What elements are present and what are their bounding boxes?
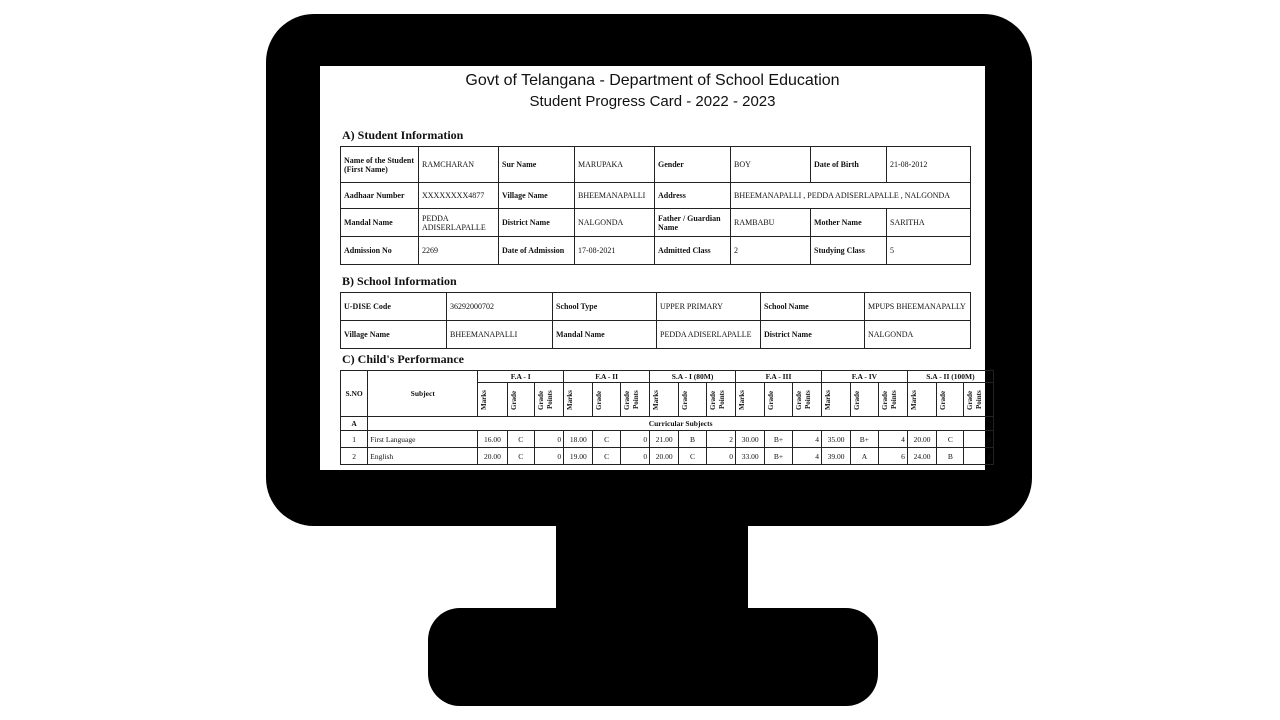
score-cell: 18.00 [564,431,593,448]
exam-header: F.A - IV [821,371,907,383]
label: Address [655,183,731,209]
score-cell: 4 [792,431,821,448]
subcol-header [765,383,792,417]
score-cell: C [507,431,534,448]
label: Village Name [341,321,447,349]
exam-header: F.A - III [736,371,822,383]
label: Admission No [341,237,419,265]
value: 2269 [419,237,499,265]
score-cell: 2 [706,431,735,448]
section-heading-school: B) School Information [342,274,457,288]
exam-header: F.A - I [478,371,564,383]
score-cell: C [679,448,706,465]
value: 21-08-2012 [887,147,971,183]
score-cell: 6 [878,448,907,465]
exam-header: S.A - II (100M) [907,371,993,383]
row-sno: 1 [341,431,368,448]
score-cell: B [679,431,706,448]
school-info-table [340,292,971,349]
label: Mother Name [811,209,887,237]
subject-header: Subject [368,371,478,417]
value: 2 [731,237,811,265]
label: School Type [553,293,657,321]
subcol-header [937,383,964,417]
value: PEDDA ADISERLAPALLE [419,209,499,237]
page-subtitle: Student Progress Card - 2022 - 2023 [529,93,776,110]
value: RAMCHARAN [419,147,499,183]
value: SARITHA [887,209,971,237]
subcol-header-text: Grade [681,389,690,410]
value: 17-08-2021 [575,237,655,265]
subcol-header [821,383,850,417]
page-title: Govt of Telangana - Department of School Education [465,72,840,89]
subcol-header-text: Grade [939,389,948,410]
subcol-header-text: Grade [853,389,862,410]
value: RAMBABU [731,209,811,237]
value: BOY [731,147,811,183]
label: Admitted Class [655,237,731,265]
row-subject: First Language [368,431,478,448]
subcol-header [679,383,706,417]
score-cell: 0 [620,448,649,465]
score-cell: 0 [534,431,563,448]
subcol-header-text: Grade Points [708,389,726,410]
value: XXXXXXXX4877 [419,183,499,209]
score-cell: 24.00 [907,448,936,465]
score-cell: 39.00 [821,448,850,465]
subcol-header-text: Grade [595,389,604,410]
exam-header: F.A - II [564,371,650,383]
label: Village Name [499,183,575,209]
score-cell: 4 [792,448,821,465]
group-number: A [341,417,368,431]
label: Studying Class [811,237,887,265]
score-cell: 30.00 [736,431,765,448]
score-cell: 0 [534,448,563,465]
monitor-base [428,608,878,706]
score-cell: 2 [964,448,994,465]
subcol-header [507,383,534,417]
performance-table [340,370,994,465]
value: 36292000702 [447,293,553,321]
value: BHEEMANAPALLI , PEDDA ADISERLAPALLE , NALGONDA [731,183,971,209]
score-cell: 0 [620,431,649,448]
value: BHEEMANAPALLI [447,321,553,349]
subcol-header-text: Marks [909,389,918,410]
label: Father / Guardian Name [655,209,731,237]
group-label: Curricular Subjects [368,417,994,431]
label: Date of Birth [811,147,887,183]
subcol-header [478,383,507,417]
exam-header: S.A - I (80M) [650,371,736,383]
score-cell: C [593,448,620,465]
subcol-header [878,383,907,417]
score-cell: C [507,448,534,465]
value: MARUPAKA [575,147,655,183]
subcol-header [964,383,994,417]
subcol-header-text: Grade [767,389,776,410]
label: Mandal Name [341,209,419,237]
subcol-header [706,383,735,417]
subcol-header [736,383,765,417]
score-cell: 35.00 [821,431,850,448]
subcol-header [792,383,821,417]
subcol-header-text: Grade Points [536,389,554,410]
section-heading-student: A) Student Information [342,128,464,142]
score-cell: 20.00 [650,448,679,465]
sno-header: S.NO [341,371,368,417]
screen [320,66,991,470]
subcol-header-text: Grade Points [880,389,898,410]
score-cell: 0 [964,431,994,448]
subcol-header-text: Marks [566,389,575,410]
subcol-header [593,383,620,417]
score-cell: 33.00 [736,448,765,465]
row-subject: English [368,448,478,465]
section-heading-performance: C) Child's Performance [342,352,464,366]
value: BHEEMANAPALLI [575,183,655,209]
value: PEDDA ADISERLAPALLE [657,321,761,349]
label: Mandal Name [553,321,657,349]
score-cell: 0 [706,448,735,465]
label: U-DISE Code [341,293,447,321]
subcol-header [534,383,563,417]
label: Date of Admission [499,237,575,265]
score-cell: 20.00 [478,448,507,465]
score-cell: 4 [878,431,907,448]
score-cell: C [937,431,964,448]
label: Sur Name [499,147,575,183]
score-cell: 16.00 [478,431,507,448]
score-cell: B [937,448,964,465]
score-cell: B+ [851,431,878,448]
score-cell: 19.00 [564,448,593,465]
subcol-header-text: Marks [823,389,832,410]
label: District Name [761,321,865,349]
label: Gender [655,147,731,183]
subcol-header [620,383,649,417]
score-cell: 20.00 [907,431,936,448]
label: School Name [761,293,865,321]
subcol-header-text: Grade Points [622,389,640,410]
subcol-header-text: Marks [738,389,747,410]
score-cell: B+ [765,448,792,465]
label: Name of the Student (First Name) [341,147,419,183]
value: 5 [887,237,971,265]
student-info-table [340,146,971,265]
value: MPUPS BHEEMANAPALLY [865,293,971,321]
subcol-header-text: Marks [480,389,489,410]
subcol-header [907,383,936,417]
subcol-header-text: Grade Points [794,389,812,410]
subcol-header [851,383,878,417]
value: NALGONDA [575,209,655,237]
label: Aadhaar Number [341,183,419,209]
subcol-header-text: Marks [652,389,661,410]
score-cell: C [593,431,620,448]
score-cell: 21.00 [650,431,679,448]
value: UPPER PRIMARY [657,293,761,321]
label: District Name [499,209,575,237]
row-sno: 2 [341,448,368,465]
score-cell: B+ [765,431,792,448]
subcol-header-text: Grade Points [966,389,984,410]
subcol-header [650,383,679,417]
score-cell: A [851,448,878,465]
value: NALGONDA [865,321,971,349]
subcol-header-text: Grade [509,389,518,410]
subcol-header [564,383,593,417]
